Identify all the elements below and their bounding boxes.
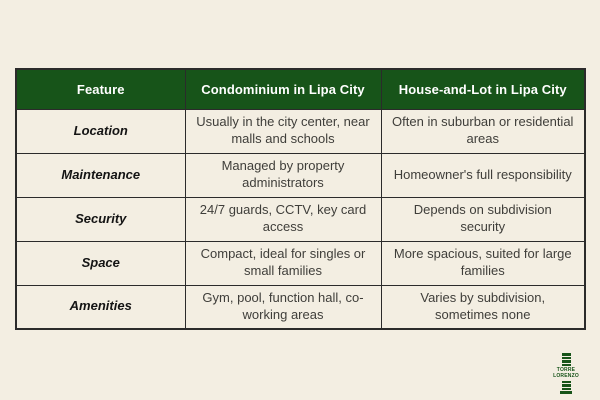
house-cell-security: Depends on subdivision security	[381, 197, 585, 241]
table-row	[16, 285, 585, 329]
header-house: House-and-Lot in Lipa City	[381, 69, 585, 109]
table-row	[16, 153, 585, 197]
tower-bar	[562, 364, 571, 367]
torre-lorenzo-logo	[551, 353, 581, 395]
house-cell-space: More spacious, suited for large families	[381, 241, 585, 285]
header-condo: Condominium in Lipa City	[185, 69, 381, 109]
logo-wordmark	[553, 368, 579, 380]
tower-bar	[562, 353, 571, 356]
feature-cell-amenities: Amenities	[16, 285, 185, 329]
condo-cell-amenities: Gym, pool, function hall, co-working areas	[185, 285, 381, 329]
tower-icon-top	[562, 353, 571, 367]
house-cell-location: Often in suburban or residential areas	[381, 109, 585, 153]
tower-bar	[562, 360, 571, 363]
table-row	[16, 109, 585, 153]
condo-cell-security: 24/7 guards, CCTV, key card access	[185, 197, 381, 241]
house-cell-maintenance: Homeowner's full responsibility	[381, 153, 585, 197]
feature-cell-security: Security	[16, 197, 185, 241]
table-row	[16, 197, 585, 241]
house-cell-amenities: Varies by subdivision, sometimes none	[381, 285, 585, 329]
condo-cell-space: Compact, ideal for singles or small families	[185, 241, 381, 285]
tower-bar	[560, 391, 572, 394]
tower-bar	[562, 381, 571, 384]
header-row	[16, 69, 585, 109]
condo-cell-maintenance: Managed by property administrators	[185, 153, 381, 197]
condo-cell-location: Usually in the city center, near malls and schools	[185, 109, 381, 153]
tower-icon-bottom	[560, 381, 572, 395]
tower-bar	[562, 388, 571, 391]
feature-cell-space: Space	[16, 241, 185, 285]
feature-cell-location: Location	[16, 109, 185, 153]
logo-line2: LORENZO	[553, 372, 579, 379]
tower-bar	[562, 357, 571, 360]
comparison-table	[15, 68, 586, 330]
header-feature: Feature	[16, 69, 185, 109]
tower-bar	[562, 384, 571, 387]
feature-cell-maintenance: Maintenance	[16, 153, 185, 197]
logo-line1: TORRE	[556, 367, 576, 373]
table-row	[16, 241, 585, 285]
